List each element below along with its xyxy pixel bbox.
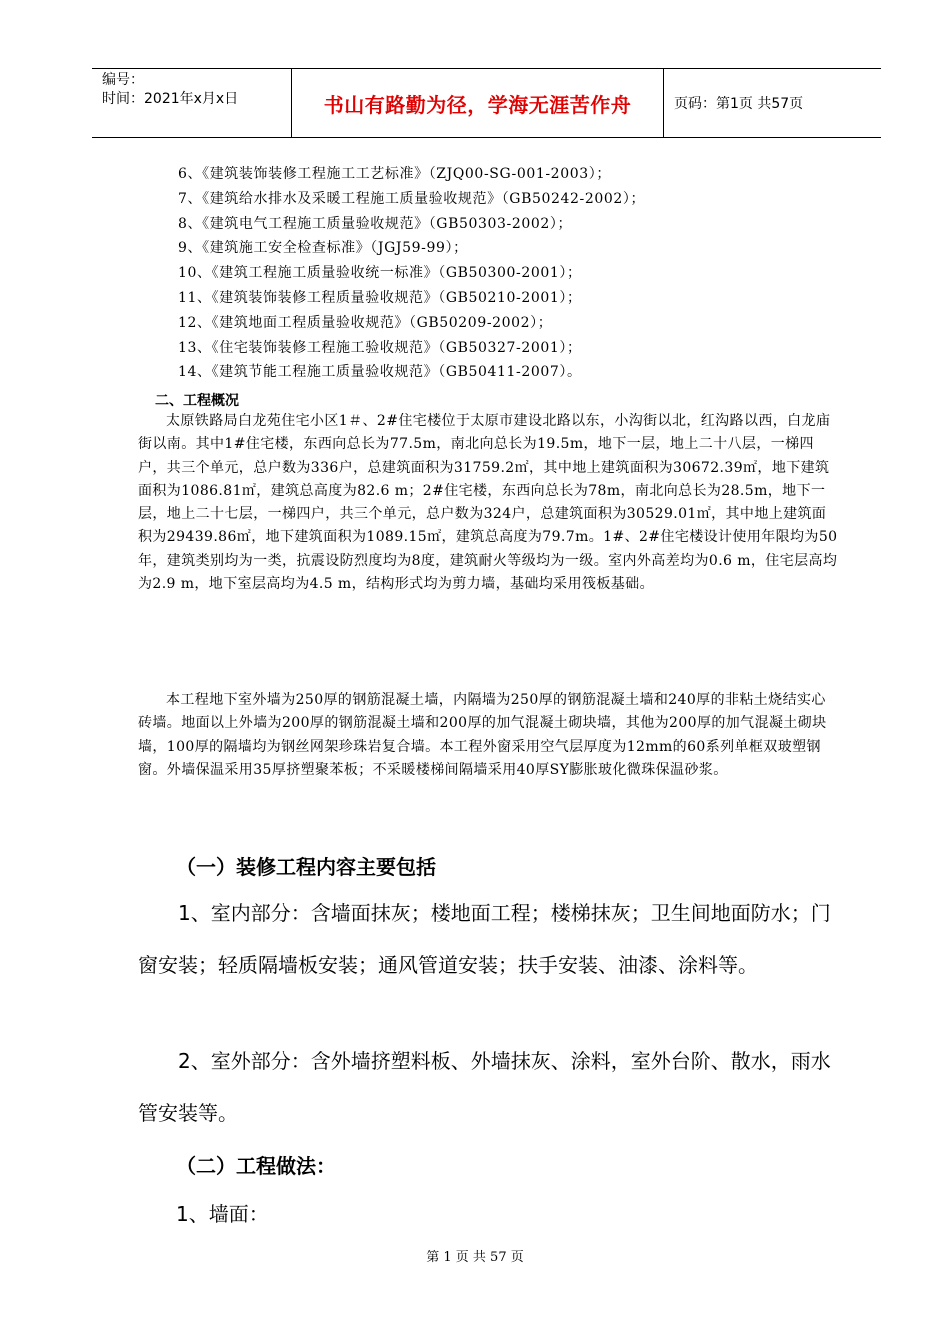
reference-item: 9、《建筑施工安全检查标准》（JGJ59-99）； [178,240,468,257]
section-heading: 二、工程概况 [155,393,239,409]
header-page-info: 页码：第1页 共57页 [674,96,804,112]
header-motto: 书山有路勤为径，学海无涯苦作舟 [292,69,664,137]
subsection-heading-decoration: （一）装修工程内容主要包括 [176,855,436,879]
reference-item: 12、《建筑地面工程质量验收规范》（GB50209-2002）； [178,314,553,331]
outdoor-items-paragraph: 2、室外部分：含外墙挤塑料板、外墙抹灰、涂料，室外台阶、散水，雨水管安装等。 [138,1049,831,1125]
reference-item: 10、《建筑工程施工质量验收统一标准》（GB50300-2001）； [178,265,582,282]
wall-structure-paragraph: 本工程地下室外墙为250厚的钢筋混凝土墙，内隔墙为250厚的钢筋混凝土墙和240厚的非粘土烧结实心砖墙。地面以上外墙为200厚的钢筋混凝土墙和200厚的加气混凝土砌块墙，其他为200厚的加气混凝土砌块墙，100厚的隔墙均为钢丝网架珍珠岩复合墙。本工程外窗采用空气层厚度为12mm的60系列单框双玻塑钢窗。外墙保温采用35厚挤塑聚苯板；不采暖楼梯间隔墙采用40厚SY膨胀玻化微珠保温砂浆。 [138,692,827,778]
reference-item: 11、《建筑装饰装修工程质量验收规范》（GB50210-2001）； [178,289,582,306]
reference-list [178,162,645,385]
subsection-heading-method: （二）工程做法： [176,1154,336,1178]
reference-item: 6、《建筑装饰装修工程施工工艺标准》（ZJQ00-SG-001-2003）； [178,166,611,182]
indoor-items-paragraph: 1、室内部分：含墙面抹灰；楼地面工程；楼梯抹灰；卫生间地面防水；门窗安装；轻质隔墙板安装；通风管道安装；扶手安装、油漆、涂料等。 [138,901,831,977]
project-overview-paragraph: 太原铁路局白龙苑住宅小区1＃、2#住宅楼位于太原市建设北路以东，小沟街以北，红沟路以西，白龙庙街以南。其中1#住宅楼，东西向总长为77.5m，南北向总长为19.5m，地下一层，地上二十八层，一梯四户，共三个单元，总户数为336户，总建筑面积为31759.2㎡，其中地上建筑面积为30672.39㎡，地下建筑面积为1086.81㎡，建筑总高度为82.6 m；2#住宅楼，东西向总长为78m，南北向总长为28.5m，地下一层，地上二十七层，一梯四户，共三个单元，总户数为324户，总建筑面积为30529.01㎡，其中地上建筑面积为29439.86㎡，地下建筑面积为1089.15㎡，建筑总高度为79.7m。1#、2#住宅楼设计使用年限均为50年，建筑类别均为一类，抗震设防烈度均为8度，建筑耐火等级均为一级。室内外高差均为0.6 m，住宅层高均为2.9 m，地下室层高均为4.5 m，结构形式均为剪力墙，基础均采用筏板基础。 [138,413,838,593]
page-footer: 第 1 页 共 57 页 [426,1250,524,1265]
time-label: 时间：2021年x月x日 [102,91,239,107]
wall-item-heading: 1、墙面： [176,1202,269,1226]
page-header [92,68,881,138]
header-meta [92,69,292,137]
reference-item: 8、《建筑电气工程施工质量验收规范》（GB50303-2002）； [178,215,573,232]
reference-item: 13、《住宅装饰装修工程施工验收规范》（GB50327-2001）； [178,339,582,356]
number-label: 编号： [102,72,144,88]
reference-item: 14、《建筑节能工程施工质量验收规范》（GB50411-2007）。 [178,364,582,381]
reference-item: 7、《建筑给水排水及采暖工程施工质量验收规范》（GB50242-2002）； [178,190,646,207]
